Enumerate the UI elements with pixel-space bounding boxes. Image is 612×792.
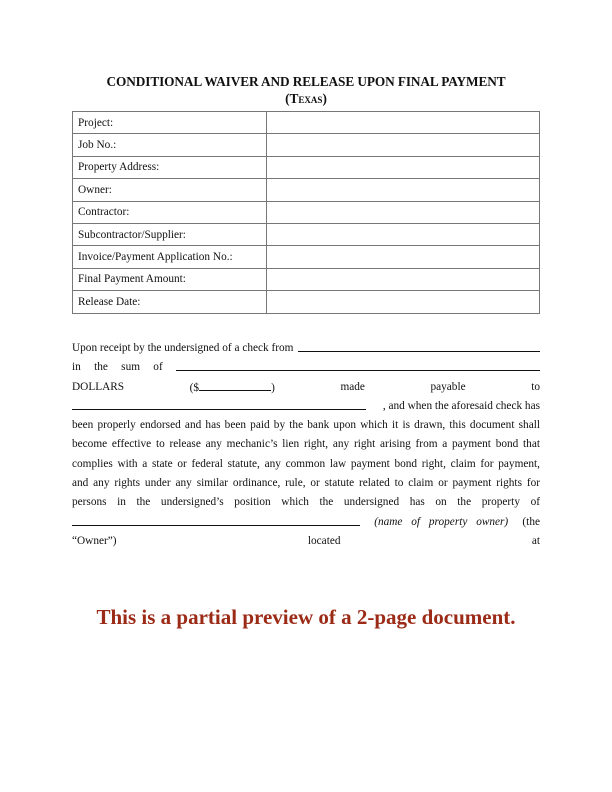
- sum-words-field[interactable]: [176, 358, 540, 371]
- body-line-4: [72, 397, 540, 416]
- body-line-3: [72, 378, 540, 397]
- text: “Owner”): [72, 534, 117, 547]
- body-line-1: [72, 339, 540, 358]
- text: (name of property owner): [374, 515, 509, 528]
- row-value-field[interactable]: [267, 156, 540, 178]
- table-row: [73, 201, 540, 223]
- body-line-7: complies with a state or federal statute, any common law payment bond right, claim for payment,: [72, 457, 540, 470]
- row-label: Contractor:: [73, 201, 267, 223]
- text: made: [340, 380, 365, 393]
- text: of: [153, 361, 163, 374]
- preview-notice: This is a partial preview of a 2-page document.: [96, 605, 516, 629]
- table-row: [73, 112, 540, 134]
- body-line-5: been properly endorsed and has been paid by the bank upon which it is drawn, this document shall: [72, 419, 540, 432]
- text: in: [72, 361, 81, 374]
- row-value-field[interactable]: [267, 112, 540, 134]
- row-label: Subcontractor/Supplier:: [73, 223, 267, 245]
- text: the: [94, 361, 108, 374]
- table-row: [73, 223, 540, 245]
- row-value-field[interactable]: [267, 134, 540, 156]
- table-row: [73, 268, 540, 290]
- row-label: Release Date:: [73, 291, 267, 313]
- body-line-9: persons in the undersigned’s position which the undersigned has on the property of: [72, 496, 540, 509]
- table-row: [73, 179, 540, 201]
- row-label: Owner:: [73, 179, 267, 201]
- table-row: [73, 291, 540, 313]
- body-line-10: [72, 513, 540, 532]
- subtitle-open: (: [285, 91, 290, 106]
- text: sum: [121, 361, 141, 374]
- row-label: Final Payment Amount:: [73, 268, 267, 290]
- row-label: Project:: [73, 112, 267, 134]
- text: located: [307, 534, 341, 547]
- text: at: [531, 534, 540, 547]
- text: to: [531, 380, 540, 393]
- row-value-field[interactable]: [267, 291, 540, 313]
- document-title: CONDITIONAL WAIVER AND RELEASE UPON FINAL PAYMENT: [106, 74, 506, 89]
- amount-field[interactable]: [199, 378, 271, 391]
- text: ($: [189, 381, 200, 394]
- row-label: Property Address:: [73, 156, 267, 178]
- check-from-field[interactable]: [298, 339, 540, 352]
- text: , and when the aforesaid check has: [382, 399, 540, 412]
- payee-field[interactable]: [72, 397, 366, 410]
- row-label: Invoice/Payment Application No.:: [73, 246, 267, 268]
- row-value-field[interactable]: [267, 201, 540, 223]
- property-owner-field[interactable]: [72, 513, 360, 526]
- table-row: [73, 134, 540, 156]
- document-subtitle: [0, 91, 612, 107]
- text: Upon receipt by the undersigned of a check from: [72, 342, 294, 354]
- subtitle-close: ): [322, 91, 327, 106]
- text: DOLLARS: [72, 380, 125, 393]
- table-row: [73, 246, 540, 268]
- row-value-field[interactable]: [267, 223, 540, 245]
- body-line-6: become effective to release any mechanic’s lien right, any right arising from a payment bond that: [72, 438, 540, 451]
- subtitle-state: Texas: [289, 91, 323, 106]
- body-line-8: and any rights under any similar ordinance, rule, or statute related to claim or payment rights for: [72, 477, 540, 490]
- text: ): [271, 381, 275, 394]
- text: payable: [430, 380, 466, 393]
- row-label: Job No.:: [73, 134, 267, 156]
- body-line-11: [72, 532, 540, 551]
- amount-field-wrap: [190, 378, 275, 397]
- waiver-body: [72, 339, 540, 551]
- table-row: [73, 156, 540, 178]
- row-value-field[interactable]: [267, 246, 540, 268]
- text: (the: [522, 515, 540, 528]
- info-table: [72, 111, 540, 314]
- row-value-field[interactable]: [267, 268, 540, 290]
- body-line-2: [72, 358, 540, 377]
- row-value-field[interactable]: [267, 179, 540, 201]
